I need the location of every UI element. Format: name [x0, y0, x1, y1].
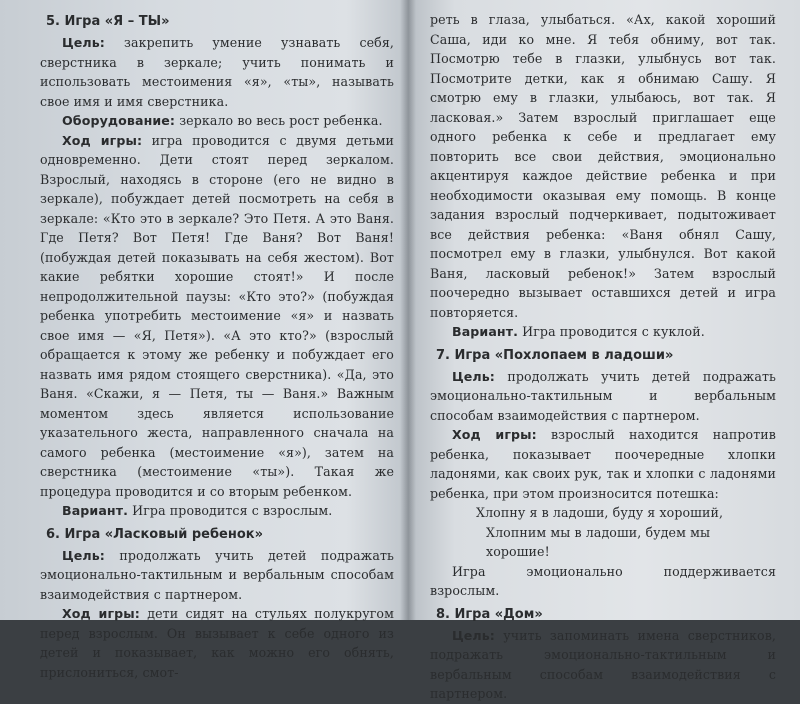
course-label: Ход игры:: [452, 427, 537, 442]
variant-label: Вариант.: [452, 324, 519, 339]
verse-line-2: Хлопним мы в ладоши, будем мы хорошие!: [486, 524, 711, 559]
course-text: игра проводится с двумя детьми одновременно. Дети стоят перед зеркалом. Взрослый, находясь в стороне (его не видно в зеркале), побуждает детей посмотреть на себя в зеркале: «Кто это в зеркале? Это Петя. А это Ваня. Где Петя? Вот Петя! Где Ваня? Вот Ваня! (побуждая детей показывать на себя жестом). Вот какие ребятки хорошие стоят!» И после непродолжительной паузы: «Кто это?» (побуждая ребенка употребить местоимение «я» и назвать свое имя — «Я, Петя»). «А это кто?» (взрослый обращается к этому же ребенку и побуждает его назвать имя рядом стоящего сверстника). «Да, это Ваня. «Скажи, я — Петя, ты — Ваня.» Важным моментом здесь является использование указательного жеста, направленного сначала на самого ребенка (местоимение «я»), затем на сверстника (местоимение «ты»). Такая же процедура проводится и со вторым ребенком.: [40, 132, 394, 499]
section-5-title: 5. Игра «Я – ТЫ»: [46, 14, 170, 29]
right-page: [408, 0, 800, 701]
section-5-goal: [40, 33, 394, 111]
variant-label: Вариант.: [62, 503, 129, 518]
section-5-course: [40, 131, 394, 502]
section-8-goal: [430, 626, 776, 704]
goal-label: Цель:: [452, 627, 495, 643]
course-label: Ход игры:: [62, 606, 140, 621]
section-7-support: Игра эмоционально поддерживается взрослым.: [430, 563, 776, 598]
section-5-equipment: [40, 111, 394, 131]
course-text: взрослый находится напротив ребенка, показывает поочередные хлопки ладонями, как своих рук, так и хлопки с ладонями ребенка, при этом произносится потешка:: [430, 427, 776, 501]
course-text: дети сидят на стульях полукругом перед взрослым. Он вызывает к себе одного из детей и показывает, как можно его обнять, прислониться, смот-: [40, 606, 394, 680]
goal-label: Цель:: [62, 547, 105, 563]
goal-text: продолжать учить детей подражать эмоционально-тактильным и вербальным способам взаимодействия с партнером.: [40, 547, 394, 602]
variant-text: Игра проводится с взрослым.: [132, 503, 333, 518]
equipment-text: зеркало во весь рост ребенка.: [179, 113, 383, 128]
course-label: Ход игры:: [62, 132, 143, 148]
verse-line-1: Хлопну я в ладоши, буду я хороший,: [476, 505, 724, 520]
section-7-goal: [430, 367, 776, 426]
variant-text: Игра проводится с куклой.: [522, 324, 705, 339]
section-6-variant: [430, 322, 776, 342]
section-7-title: 7. Игра «Похлопаем в ладоши»: [436, 347, 674, 363]
book-gutter: [400, 0, 416, 620]
goal-label: Цель:: [62, 35, 105, 50]
section-6-goal: [40, 546, 394, 605]
section-8-title: 8. Игра «Дом»: [436, 606, 543, 622]
goal-text: учить запоминать имена сверстников, подражать эмоционально-тактильным и вербальным способам взаимодействия с партнером.: [430, 627, 776, 701]
section-5-variant: [40, 501, 394, 521]
goal-text: закрепить умение узнавать себя, сверстника в зеркале; учить понимать и использовать местоимения «я», «ты», называть свое имя и имя сверстника.: [40, 35, 394, 109]
section-6-course-continued: реть в глаза, улыбаться. «Ах, какой хороший Саша, иди ко мне. Я тебя обниму, вот так. Посмотрю тебе в глазки, улыбнусь вот так. Посмотрите детки, как я обнимаю Сашу. Я смотрю ему в глазки, улыбаюсь, вот так. Я ласковая.» Затем взрослый приглашает еще одного ребенка к себе и предлагает ему повторить все свои действия, эмоционально акцентируя каждое действие ребенка и при необходимости оказывая ему помощь. В конце задания взрослый подчеркивает, подытоживает все действия ребенка: «Ваня обнял Сашу, посмотрел ему в глазки, улыбнулся. Вот какой Ваня, ласковый ребенок!» Затем взрослый поочередно вызывает оставшихся детей и игра повторяется.: [430, 12, 776, 320]
equipment-label: Оборудование:: [62, 113, 176, 128]
section-7-course: [430, 425, 776, 503]
goal-label: Цель:: [452, 368, 495, 384]
section-6-course: [40, 604, 394, 682]
section-6-title: 6. Игра «Ласковый ребенок»: [46, 526, 263, 542]
goal-text: продолжать учить детей подражать эмоционально-тактильным и вербальным способам взаимодействия с партнером.: [430, 368, 776, 423]
left-page: [0, 0, 408, 680]
